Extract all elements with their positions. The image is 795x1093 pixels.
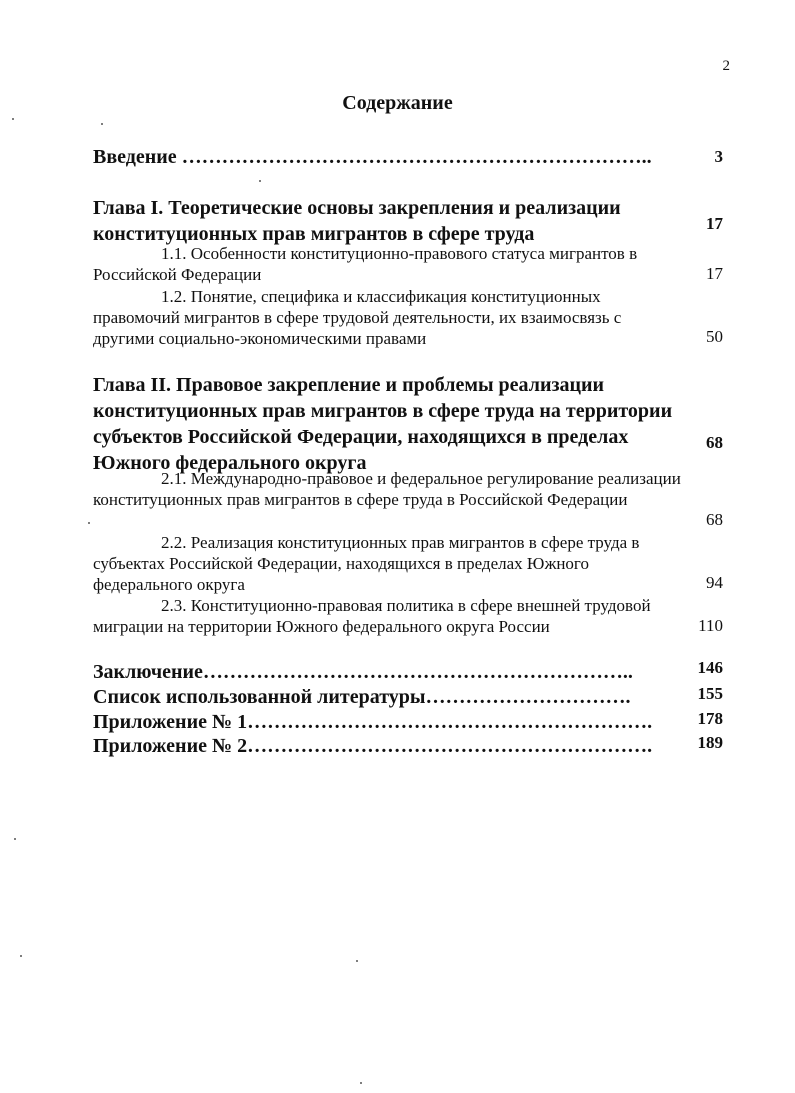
toc-page-intro: 3	[714, 147, 723, 166]
toc-entry-appendix-2: Приложение № 2…………………………………………………….	[93, 735, 653, 757]
scan-speck	[12, 118, 14, 120]
toc-section-2-1: 2.1. Международно-правовое и федеральное регулирование реализации конституционных прав мигрантов в сфере труда в Российской Федерации	[93, 469, 681, 509]
toc-page-appendix-2: 189	[697, 733, 723, 752]
toc-entry-appendix-1: Приложение № 1…………………………………………………….	[93, 711, 653, 733]
toc-chapter-1-title: Глава I. Теоретические основы закрепления и реализации конституционных прав мигрантов в сфере труда	[93, 197, 621, 245]
toc-title: Содержание	[342, 92, 453, 114]
scan-speck	[259, 180, 261, 182]
toc-page-2-3: 110	[698, 616, 723, 635]
toc-page-1-2: 50	[706, 327, 723, 346]
toc-section-1-2: 1.2. Понятие, специфика и классификация конституционных правомочий мигрантов в сфере трудовой деятельности, их взаимосвязь с другими социально-экономическими правами	[93, 287, 622, 348]
toc-page-1-1: 17	[706, 264, 723, 283]
toc-page-conclusion: 146	[697, 658, 723, 677]
toc-page-bibliography: 155	[697, 684, 723, 703]
page-number: 2	[722, 58, 730, 74]
toc-page-2-1: 68	[706, 510, 723, 529]
toc-page-2-2: 94	[706, 573, 723, 592]
scan-speck	[356, 960, 358, 962]
scan-speck	[88, 522, 90, 524]
toc-chapter-1-page: 17	[706, 214, 723, 233]
scan-speck	[14, 838, 16, 840]
scan-speck	[101, 123, 103, 125]
toc-entry-bibliography: Список использованной литературы………………………….	[93, 686, 631, 708]
scan-speck	[360, 1082, 362, 1084]
toc-page-appendix-1: 178	[697, 709, 723, 728]
toc-chapter-2-title: Глава II. Правовое закрепление и проблемы реализации конституционных прав мигрантов в сфере труда на территории субъектов Российской Федерации, находящихся в пределах Южного федерального округа	[93, 374, 673, 474]
toc-chapter-2-page: 68	[706, 433, 723, 452]
toc-entry-conclusion: Заключение………………………………………………………..	[93, 661, 633, 683]
toc-section-2-3: 2.3. Конституционно-правовая политика в сфере внешней трудовой миграции на территории Южного федерального округа России	[93, 596, 651, 636]
toc-section-1-1: 1.1. Особенности конституционно-правового статуса мигрантов в Российской Федерации	[93, 244, 638, 284]
toc-section-2-2: 2.2. Реализация конституционных прав мигрантов в сфере труда в субъектах Российской Федерации, находящихся в пределах Южного федерального округа	[93, 533, 640, 594]
toc-entry-intro: Введение ……………………………………………………………..	[93, 146, 652, 168]
scan-speck	[20, 955, 22, 957]
